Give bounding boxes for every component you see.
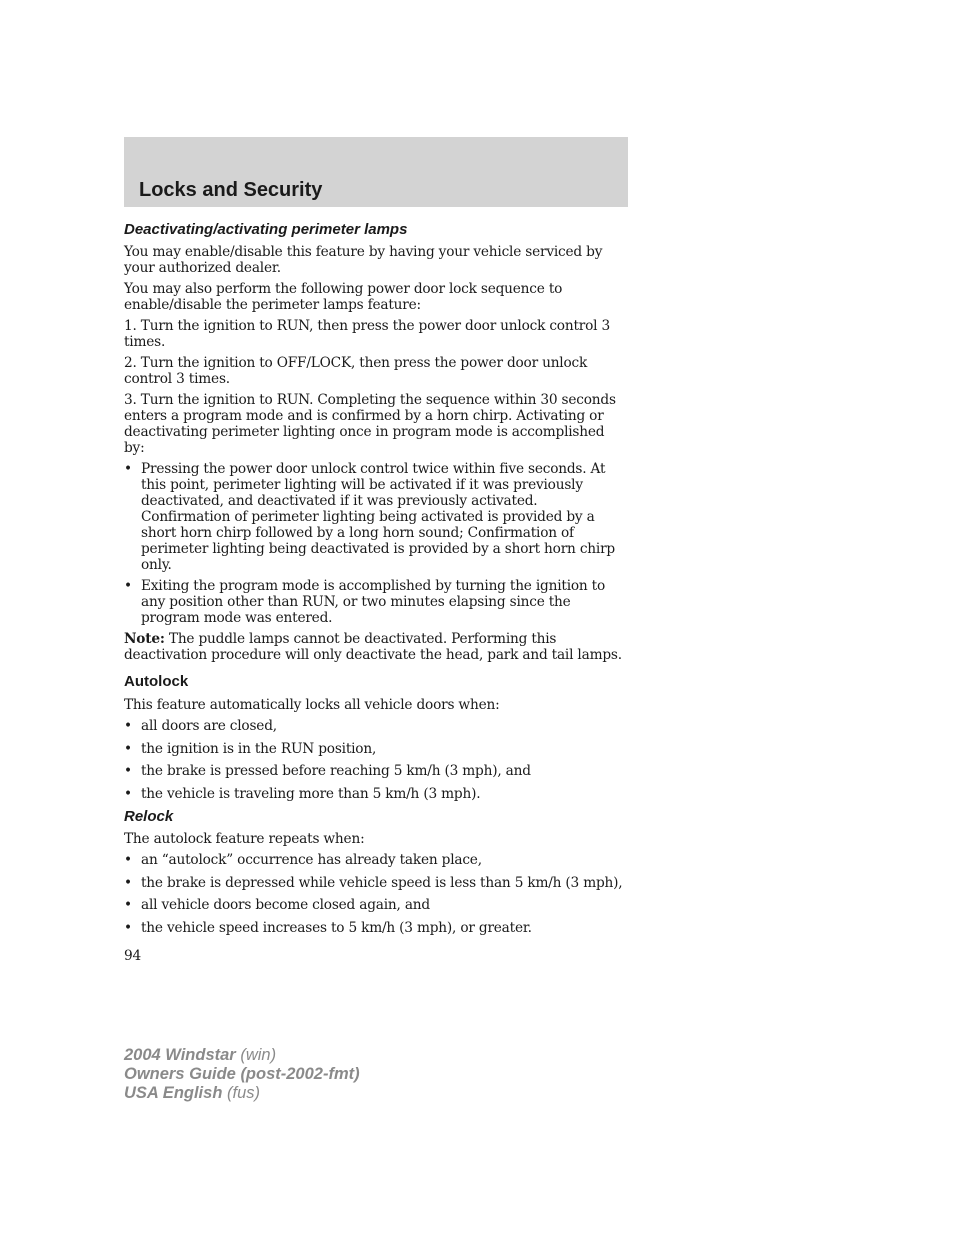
list-item — [124, 741, 628, 757]
bullet-icon: • — [124, 897, 132, 913]
footer-model-code: (win) — [235, 1046, 277, 1064]
footer-model: 2004 Windstar — [124, 1046, 236, 1064]
bullet-icon: • — [124, 740, 132, 757]
list-item-text: the vehicle is traveling more than 5 km/h (3 mph). — [141, 785, 481, 802]
footer-line-2 — [124, 1065, 360, 1084]
bullet-icon: • — [124, 785, 132, 802]
step-3: 3. Turn the ignition to RUN. Completing the sequence within 30 seconds enters a program mode and is confirmed by a horn chirp. Activating or deactivating perimeter lighting once in program mode is accomplished by: — [124, 392, 616, 456]
bullet-icon: • — [124, 919, 132, 936]
bullet-icon: • — [124, 461, 132, 477]
page-content — [124, 218, 628, 964]
note-text: The puddle lamps cannot be deactivated. Performing this deactivation procedure will only deactivate the head, park and tail lamps. — [124, 631, 622, 663]
section-title: Locks and Security — [139, 179, 323, 201]
relock-intro: The autolock feature repeats when: — [124, 831, 365, 847]
document-footer — [124, 1046, 360, 1103]
note-paragraph — [124, 631, 628, 663]
step-1: 1. Turn the ignition to RUN, then press the power door unlock control 3 times. — [124, 318, 610, 350]
list-item — [124, 578, 628, 626]
relock-bullet-list — [124, 852, 628, 936]
footer-language: USA English — [124, 1084, 223, 1102]
paragraph: You may enable/disable this feature by having your vehicle serviced by your authorized dealer. — [124, 244, 603, 276]
list-item-text: the brake is depressed while vehicle speed is less than 5 km/h (3 mph), — [141, 874, 623, 891]
paragraph: You may also perform the following power door lock sequence to enable/disable the perimeter lamps feature: — [124, 281, 563, 313]
note-label: Note: — [124, 631, 165, 647]
autolock-heading: Autolock — [124, 673, 189, 690]
step-2: 2. Turn the ignition to OFF/LOCK, then press the power door unlock control 3 times. — [124, 355, 588, 387]
list-item-text: all vehicle doors become closed again, and — [141, 897, 430, 913]
list-item-text: all doors are closed, — [141, 718, 277, 734]
perimeter-bullet-list — [124, 461, 628, 626]
list-item — [124, 718, 628, 734]
perimeter-lamps-heading: Deactivating/activating perimeter lamps — [124, 221, 408, 238]
footer-guide: Owners Guide (post-2002-fmt) — [124, 1065, 360, 1083]
bullet-icon: • — [124, 874, 132, 891]
autolock-intro: This feature automatically locks all vehicle doors when: — [124, 697, 500, 713]
bullet-icon: • — [124, 852, 132, 868]
list-item — [124, 461, 628, 573]
list-item — [124, 897, 628, 913]
list-item — [124, 852, 628, 868]
footer-line-1 — [124, 1046, 360, 1065]
list-item — [124, 920, 628, 936]
footer-language-code: (fus) — [222, 1084, 260, 1102]
list-item — [124, 786, 628, 802]
list-item — [124, 875, 628, 891]
bullet-icon: • — [124, 578, 132, 594]
relock-heading: Relock — [124, 808, 174, 825]
list-item-text: an “autolock” occurrence has already taken place, — [141, 852, 482, 868]
list-item-text: the ignition is in the RUN position, — [141, 740, 377, 757]
list-item-text: Exiting the program mode is accomplished by turning the ignition to any position other than RUN, or two minutes elapsing since the program mode was entered. — [141, 578, 606, 626]
list-item-text: the brake is pressed before reaching 5 km/h (3 mph), and — [141, 763, 531, 779]
autolock-bullet-list — [124, 718, 628, 802]
list-item-text: Pressing the power door unlock control twice within five seconds. At this point, perimeter lighting will be activated if it was previously deactivated, and deactivated if it was previously activated. Confirmation of perimeter lighting being activated is provided by a short horn chirp followed by a long horn sound; Confirmation of perimeter lighting being deactivated is provided by a short horn chirp only. — [141, 461, 615, 573]
footer-line-3 — [124, 1084, 360, 1103]
section-header-band — [124, 137, 628, 207]
list-item — [124, 763, 628, 779]
page-number: 94 — [124, 947, 142, 964]
bullet-icon: • — [124, 718, 132, 734]
list-item-text: the vehicle speed increases to 5 km/h (3 mph), or greater. — [141, 919, 532, 936]
bullet-icon: • — [124, 763, 132, 779]
